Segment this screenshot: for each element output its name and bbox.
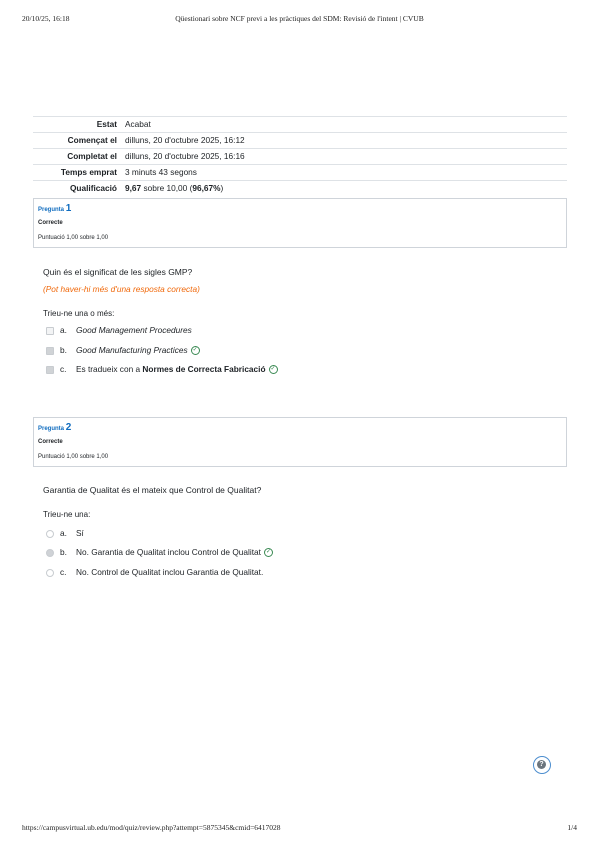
answer-letter: a. (60, 528, 67, 538)
answer-text: Good Manufacturing Practices (76, 345, 188, 355)
check-circle-icon: ✓ (192, 347, 198, 354)
summary-value (121, 181, 567, 197)
summary-label: Completat el (33, 149, 121, 165)
answer-letter: b. (60, 547, 67, 557)
grade-score: 9,67 (125, 183, 142, 193)
summary-row-state (33, 117, 567, 133)
grade-end: ) (220, 183, 224, 193)
question-label: Pregunta (38, 207, 65, 213)
question-label: Pregunta (38, 426, 65, 432)
answer-option (46, 363, 278, 375)
answer-letter: b. (60, 345, 67, 355)
answer-option (46, 324, 192, 336)
attempt-summary-table (33, 116, 567, 196)
question-state: Correcte (38, 439, 63, 445)
question-number-value: 2 (65, 422, 72, 433)
answer-radio[interactable] (46, 569, 54, 577)
print-date: 20/10/25, 16:18 (22, 14, 70, 23)
question-2-prompt: Trieu-ne una: (43, 510, 91, 519)
question-grade: Puntuació 1,00 sobre 1,00 (38, 454, 109, 460)
grade-percent: 96,67% (192, 183, 221, 193)
question-grade: Puntuació 1,00 sobre 1,00 (38, 235, 109, 241)
help-button[interactable] (533, 756, 551, 774)
summary-row-completed (33, 149, 567, 165)
summary-label: Qualificació (33, 181, 121, 197)
answer-option (46, 546, 273, 558)
answer-checkbox[interactable] (46, 347, 54, 355)
print-page-number: 1/4 (567, 823, 577, 832)
print-header (22, 14, 577, 26)
question-2-info (33, 417, 567, 467)
answer-text: No. Garantia de Qualitat inclou Control de Qualitat (76, 547, 261, 557)
summary-label: Estat (33, 117, 121, 133)
answer-option (46, 566, 263, 578)
question-state: Correcte (38, 220, 63, 226)
question-1-hint: (Pot haver-hi més d'una resposta correcta) (43, 284, 200, 294)
summary-row-started (33, 133, 567, 149)
question-1-info (33, 198, 567, 248)
answer-text: Sí (76, 528, 84, 538)
summary-label: Temps emprat (33, 165, 121, 181)
answer-letter: c. (60, 567, 67, 577)
summary-value: 3 minuts 43 segons (121, 165, 567, 181)
summary-row-grade (33, 181, 567, 197)
question-number (38, 203, 71, 214)
question-1-text: Quin és el significat de les sigles GMP? (43, 267, 193, 277)
question-number (38, 422, 71, 433)
answer-text: No. Control de Qualitat inclou Garantia de Qualitat. (76, 567, 264, 577)
check-circle-icon: ✓ (270, 366, 276, 373)
summary-value: dilluns, 20 d'octubre 2025, 16:12 (121, 133, 567, 149)
summary-value: Acabat (121, 117, 567, 133)
grade-mid: sobre 10,00 ( (141, 183, 193, 193)
answer-option (46, 344, 200, 356)
answer-checkbox[interactable] (46, 366, 54, 374)
answer-option (46, 527, 84, 539)
summary-row-time (33, 165, 567, 181)
answer-text-bold: Normes de Correcta Fabricació (142, 364, 266, 374)
answer-letter: c. (60, 364, 67, 374)
question-number-value: 1 (65, 203, 72, 214)
answer-letter: a. (60, 325, 67, 335)
print-title: Qüestionari sobre NCF previ a les pràctiques del SDM: Revisió de l'intent | CVUB (175, 14, 424, 23)
summary-label: Començat el (33, 133, 121, 149)
summary-value: dilluns, 20 d'octubre 2025, 16:16 (121, 149, 567, 165)
print-url: https://campusvirtual.ub.edu/mod/quiz/review.php?attempt=5875345&cmid=6417028 (22, 823, 281, 832)
answer-text: Good Management Procedures (76, 325, 192, 335)
answer-radio[interactable] (46, 549, 54, 557)
check-circle-icon: ✓ (265, 549, 271, 556)
answer-radio[interactable] (46, 530, 54, 538)
print-footer (22, 823, 577, 835)
question-mark-icon: ? (537, 760, 546, 769)
answer-text: Es tradueix con a (76, 364, 143, 374)
question-2-text: Garantia de Qualitat és el mateix que Control de Qualitat? (43, 485, 262, 495)
question-1-prompt: Trieu-ne una o més: (43, 309, 115, 318)
answer-checkbox[interactable] (46, 327, 54, 335)
